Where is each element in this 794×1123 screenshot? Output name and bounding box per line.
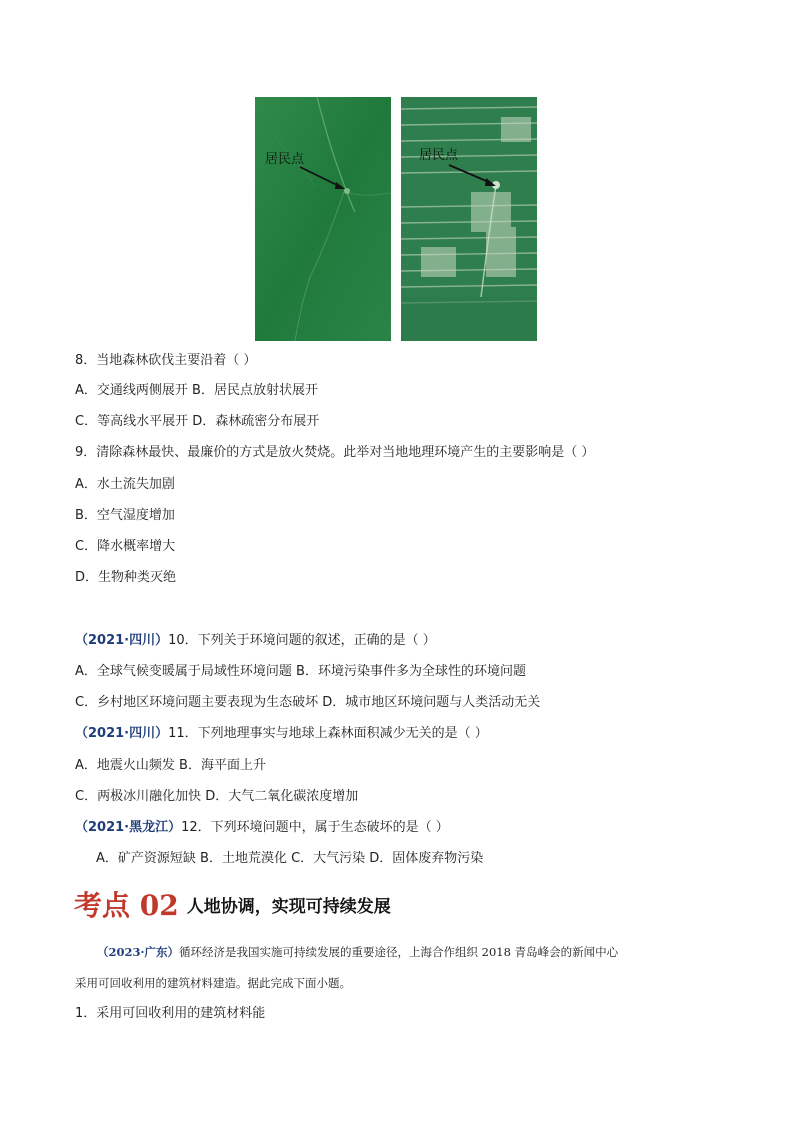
settlement-label-right: 居民点	[419, 148, 459, 163]
q9-option-c: C．降水概率增大	[75, 539, 176, 554]
q10-stem: 10．下列关于环境问题的叙述，正确的是（ ）	[168, 633, 436, 648]
q9-option-d: D．生物种类灭绝	[75, 570, 177, 585]
section-title: 人地协调，实现可持续发展	[186, 896, 391, 917]
q10-options-row2: C．乡村地区环境问题主要表现为生态破坏 D．城市地区环境问题与人类活动无关	[75, 695, 541, 710]
q1-stem: 1．采用可回收利用的建筑材料能	[75, 1006, 266, 1021]
intro-line1	[75, 944, 755, 960]
q10-source-tag: （2021·四川）	[75, 633, 169, 648]
q9-option-a: A．水土流失加剧	[75, 477, 175, 492]
intro-source-tag: （2023·广东）	[97, 945, 180, 959]
q8-options-row2: C．等高线水平展开 D．森林疏密分布展开	[75, 414, 320, 429]
q10-stem-line	[75, 633, 436, 649]
q12-stem-line	[75, 820, 449, 836]
section-label: 考点 02	[74, 889, 179, 922]
q9-option-b: B．空气湿度增加	[75, 508, 175, 523]
q8-options-row1: A．交通线两侧展开 B．居民点放射状展开	[75, 383, 318, 398]
q8-stem: 8．当地森林砍伐主要沿着（ ）	[75, 353, 257, 368]
settlement-label-left: 居民点	[265, 152, 305, 167]
section-heading	[74, 884, 391, 924]
q12-options-row: A．矿产资源短缺 B．土地荒漠化 C．大气污染 D．固体废弃物污染	[96, 851, 484, 866]
q11-options-row2: C．两极冰川融化加快 D．大气二氧化碳浓度增加	[75, 789, 359, 804]
q9-stem: 9．清除森林最快、最廉价的方式是放火焚烧。此举对当地地理环境产生的主要影响是（ ）	[75, 445, 595, 460]
q11-stem-line	[75, 726, 488, 742]
satellite-image-after	[401, 97, 537, 341]
intro-line2: 采用可回收利用的建筑材料建造。据此完成下面小题。	[75, 976, 351, 990]
intro-text-line1: 循环经济是我国实施可持续发展的重要途径，上海合作组织 2018 青岛峰会的新闻中心	[179, 945, 619, 959]
q11-options-row1: A．地震火山频发 B．海平面上升	[75, 758, 266, 773]
q12-source-tag: （2021·黑龙江）	[75, 820, 182, 835]
q12-stem: 12．下列环境问题中，属于生态破坏的是（ ）	[181, 820, 449, 835]
q10-options-row1: A．全球气候变暖属于局域性环境问题 B．环境污染事件多为全球性的环境问题	[75, 664, 526, 679]
satellite-image-before	[255, 97, 391, 341]
q11-stem: 11．下列地理事实与地球上森林面积减少无关的是（ ）	[168, 726, 488, 741]
q11-source-tag: （2021·四川）	[75, 726, 169, 741]
